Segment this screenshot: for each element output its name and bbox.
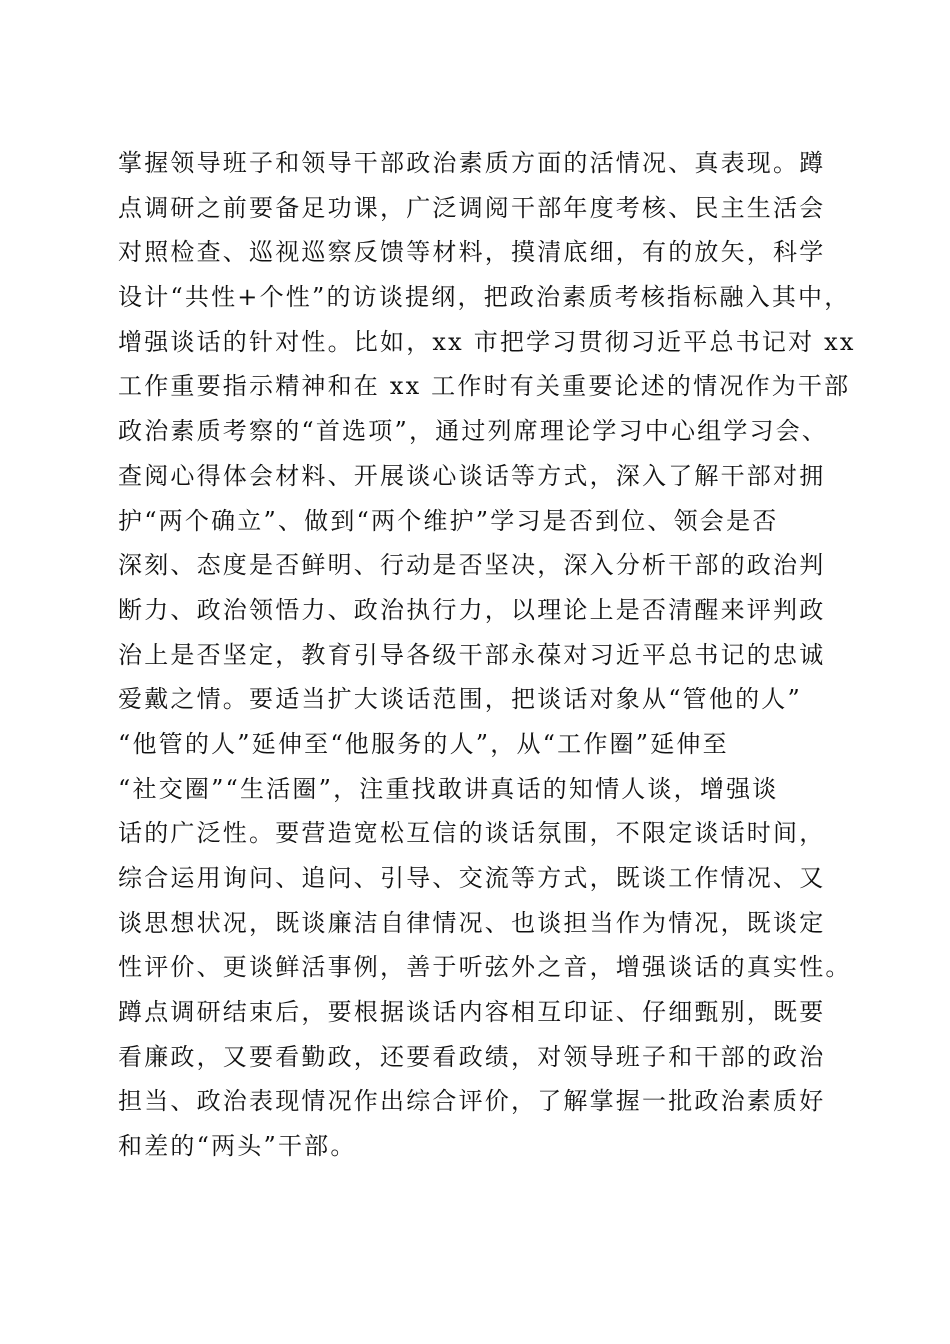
text-line: 综合运用询问、追问、引导、交流等方式，既谈工作情况、又 xyxy=(118,864,826,892)
text-line: 政治素质考察的“首选项”，通过列席理论学习中心组学习会、 xyxy=(118,417,829,446)
text-line: 深刻、态度是否鲜明、行动是否坚决，深入分析干部的政治判 xyxy=(118,551,826,580)
body-paragraph xyxy=(118,141,856,1169)
text-line: 护“两个确立”、做到“两个维护”学习是否到位、领会是否 xyxy=(118,506,779,535)
text-line: “他管的人”延伸至“他服务的人”，从“工作圈”延伸至 xyxy=(118,729,729,758)
text-line: 和差的“两头”干部。 xyxy=(118,1132,357,1161)
text-line: 话的广泛性。要营造宽松互信的谈话氛围，不限定谈话时间， xyxy=(118,819,826,848)
text-line: 增强谈话的针对性。比如，xx 市把学习贯彻习近平总书记对 xx xyxy=(118,327,856,356)
text-line: 担当、政治表现情况作出综合评价，了解掌握一批政治素质好 xyxy=(118,1087,826,1116)
text-line: 掌握领导班子和领导干部政治素质方面的活情况、真表现。蹲 xyxy=(118,149,826,177)
text-line: 工作重要指示精神和在 xx 工作时有关重要论述的情况作为干部 xyxy=(118,372,851,401)
text-line: 查阅心得体会材料、开展谈心谈话等方式，深入了解干部对拥 xyxy=(118,461,826,490)
text-line: 点调研之前要备足功课，广泛调阅干部年度考核、民主生活会 xyxy=(118,193,826,222)
text-line: “社交圈”“生活圈”，注重找敢讲真话的知情人谈，增强谈 xyxy=(118,774,779,803)
text-line: 性评价、更谈鲜活事例，善于听弦外之音，增强谈话的真实性。 xyxy=(118,953,852,982)
text-line: 爱戴之情。要适当扩大谈话范围，把谈话对象从“管他的人” xyxy=(118,685,802,714)
text-line: 看廉政，又要看勤政，还要看政绩，对领导班子和干部的政治 xyxy=(118,1042,826,1071)
text-line: 对照检查、巡视巡察反馈等材料，摸清底细，有的放矢，科学 xyxy=(118,238,826,267)
text-line: 断力、政治领悟力、政治执行力，以理论上是否清醒来评判政 xyxy=(118,595,826,624)
text-line: 治上是否坚定，教育引导各级干部永葆对习近平总书记的忠诚 xyxy=(118,640,826,669)
text-line: 谈思想状况，既谈廉洁自律情况、也谈担当作为情况，既谈定 xyxy=(118,908,826,937)
text-line: 蹲点调研结束后，要根据谈话内容相互印证、仔细甄别，既要 xyxy=(118,998,826,1027)
text-line: 设计“共性+个性”的访谈提纲，把政治素质考核指标融入其中， xyxy=(118,283,851,312)
